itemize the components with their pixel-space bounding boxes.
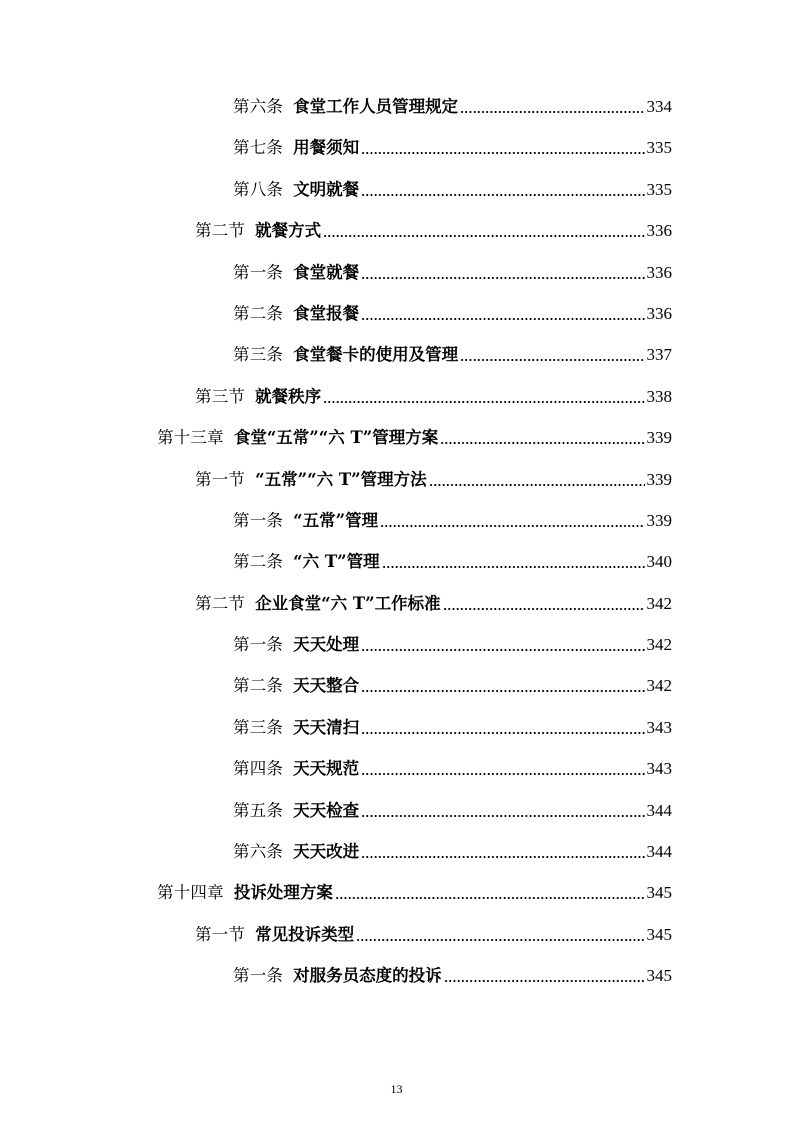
dot-leader: [356, 939, 644, 941]
toc-line: [0, 172, 793, 213]
toc-entry-title: 用餐须知: [293, 138, 360, 158]
toc-entry-page: 343: [646, 759, 672, 779]
toc-entry-title: “五常”“六 T”管理方法: [255, 469, 427, 489]
toc-entry-title: 就餐方式: [255, 221, 322, 241]
toc-entry[interactable]: [233, 964, 672, 988]
dot-leader: [361, 277, 644, 279]
toc-entry-page: 342: [646, 635, 672, 655]
dot-leader: [361, 732, 644, 734]
toc-line: [0, 462, 793, 503]
dot-leader: [361, 152, 644, 154]
toc-entry-number: 第二节: [195, 221, 246, 241]
toc-entry-number: 第十三章: [157, 428, 224, 448]
toc-entry-number: 第六条: [233, 97, 284, 116]
toc-entry-number: 第六条: [233, 842, 284, 862]
toc-line: [0, 503, 793, 544]
toc-entry[interactable]: [233, 716, 672, 740]
toc-entry[interactable]: [233, 550, 672, 574]
dot-leader: [335, 897, 645, 899]
toc-entry-page: 339: [646, 510, 672, 530]
toc-entry-page: 338: [646, 386, 672, 406]
toc-entry-title: 食堂工作人员管理规定: [293, 97, 459, 116]
toc-line: [0, 586, 793, 627]
toc-entry-number: 第二节: [195, 593, 246, 613]
toc-line: [0, 627, 793, 668]
toc-line: [0, 834, 793, 875]
toc-entry-page: 343: [646, 717, 672, 737]
toc-entry[interactable]: [233, 261, 672, 285]
toc-line: [0, 710, 793, 751]
toc-entry-title: 天天检查: [293, 800, 360, 820]
toc-line: [0, 793, 793, 834]
dot-leader: [361, 856, 644, 858]
toc-entry-title: 企业食堂“六 T”工作标准: [255, 593, 441, 613]
toc-entry-page: 334: [646, 97, 672, 116]
toc-entry-title: 食堂餐卡的使用及管理: [293, 345, 459, 365]
toc-entry-title: “六 T”管理: [293, 552, 380, 572]
toc-line: [0, 255, 793, 296]
table-of-contents: [0, 89, 793, 1000]
toc-entry-page: 339: [646, 469, 672, 489]
toc-entry-title: 投诉处理方案: [233, 883, 333, 903]
dot-leader: [361, 318, 644, 320]
toc-entry-title: 食堂“五常”“六 T”管理方案: [233, 428, 439, 448]
toc-entry[interactable]: [233, 674, 672, 698]
dot-leader: [361, 649, 644, 651]
toc-line: [0, 544, 793, 585]
dot-leader: [323, 235, 644, 237]
dot-leader: [361, 194, 644, 196]
toc-entry[interactable]: [195, 219, 672, 243]
toc-line: [0, 917, 793, 958]
toc-entry[interactable]: [233, 509, 672, 533]
toc-entry-title: 食堂就餐: [293, 262, 360, 282]
toc-entry-number: 第二条: [233, 676, 284, 696]
toc-line: [0, 958, 793, 999]
toc-entry-page: 344: [646, 842, 672, 862]
toc-line: [0, 379, 793, 420]
toc-entry-page: 335: [646, 179, 672, 199]
dot-leader: [440, 442, 644, 444]
toc-entry-page: 345: [646, 966, 672, 986]
dot-leader: [361, 773, 644, 775]
toc-entry-page: 342: [646, 676, 672, 696]
toc-entry[interactable]: [233, 757, 672, 781]
toc-entry-title: 就餐秩序: [255, 386, 322, 406]
toc-entry-title: 天天处理: [293, 635, 360, 655]
page-number: 13: [390, 1082, 403, 1096]
toc-entry-number: 第三条: [233, 717, 284, 737]
toc-entry-title: 天天改进: [293, 842, 360, 862]
toc-entry[interactable]: [233, 302, 672, 326]
toc-entry-page: 339: [646, 428, 672, 448]
toc-entry-title: “五常”管理: [293, 510, 379, 530]
toc-entry[interactable]: [233, 95, 672, 119]
toc-line: [0, 130, 793, 171]
toc-line: [0, 420, 793, 461]
toc-line: [0, 751, 793, 792]
toc-entry-title: 天天规范: [293, 759, 360, 779]
toc-entry-title: 常见投诉类型: [255, 924, 355, 944]
toc-entry-title: 天天整合: [293, 676, 360, 696]
dot-leader: [361, 690, 644, 692]
toc-entry[interactable]: [233, 178, 672, 202]
toc-entry[interactable]: [157, 881, 672, 905]
dot-leader: [444, 980, 645, 982]
toc-entry-page: 336: [646, 303, 672, 323]
toc-entry[interactable]: [195, 592, 672, 616]
toc-entry-title: 天天清扫: [293, 717, 360, 737]
toc-entry[interactable]: [157, 426, 672, 450]
toc-line: [0, 668, 793, 709]
toc-entry-number: 第五条: [233, 800, 284, 820]
toc-entry-page: 344: [646, 800, 672, 820]
toc-entry-number: 第一节: [195, 924, 246, 944]
toc-entry-number: 第三节: [195, 386, 246, 406]
toc-entry-number: 第一条: [233, 510, 284, 530]
toc-entry-number: 第一条: [233, 635, 284, 655]
toc-entry-title: 对服务员态度的投诉: [293, 966, 442, 986]
toc-entry[interactable]: [233, 136, 672, 160]
dot-leader: [443, 608, 645, 610]
toc-entry-number: 第一节: [195, 469, 246, 489]
toc-entry-page: 342: [646, 593, 672, 613]
toc-entry-number: 第一条: [233, 966, 284, 986]
dot-leader: [323, 401, 644, 403]
toc-entry-number: 第八条: [233, 179, 284, 199]
dot-leader: [429, 484, 645, 486]
toc-entry-title: 文明就餐: [293, 179, 360, 199]
toc-entry-page: 335: [646, 138, 672, 158]
toc-entry-number: 第十四章: [157, 883, 224, 903]
dot-leader: [382, 566, 645, 568]
toc-entry-page: 336: [646, 221, 672, 241]
dot-leader: [460, 359, 644, 361]
toc-entry[interactable]: [195, 923, 672, 947]
toc-entry[interactable]: [233, 633, 672, 657]
toc-entry[interactable]: [233, 799, 672, 823]
toc-entry[interactable]: [195, 468, 672, 492]
toc-entry-page: 345: [646, 924, 672, 944]
dot-leader: [361, 815, 644, 817]
toc-line: [0, 89, 793, 130]
toc-entry-number: 第三条: [233, 345, 284, 365]
toc-entry-number: 第二条: [233, 552, 284, 572]
toc-line: [0, 213, 793, 254]
toc-entry[interactable]: [195, 385, 672, 409]
toc-line: [0, 875, 793, 916]
toc-entry-page: 337: [646, 345, 672, 365]
toc-line: [0, 337, 793, 378]
toc-entry[interactable]: [233, 343, 672, 367]
dot-leader: [460, 111, 644, 113]
toc-entry-page: 340: [646, 552, 672, 572]
toc-entry[interactable]: [233, 840, 672, 864]
toc-entry-page: 345: [646, 883, 672, 903]
toc-entry-number: 第二条: [233, 303, 284, 323]
toc-entry-page: 336: [646, 262, 672, 282]
toc-entry-number: 第四条: [233, 759, 284, 779]
toc-entry-number: 第一条: [233, 262, 284, 282]
dot-leader: [380, 525, 644, 527]
toc-entry-title: 食堂报餐: [293, 303, 360, 323]
toc-line: [0, 296, 793, 337]
toc-entry-number: 第七条: [233, 138, 284, 158]
